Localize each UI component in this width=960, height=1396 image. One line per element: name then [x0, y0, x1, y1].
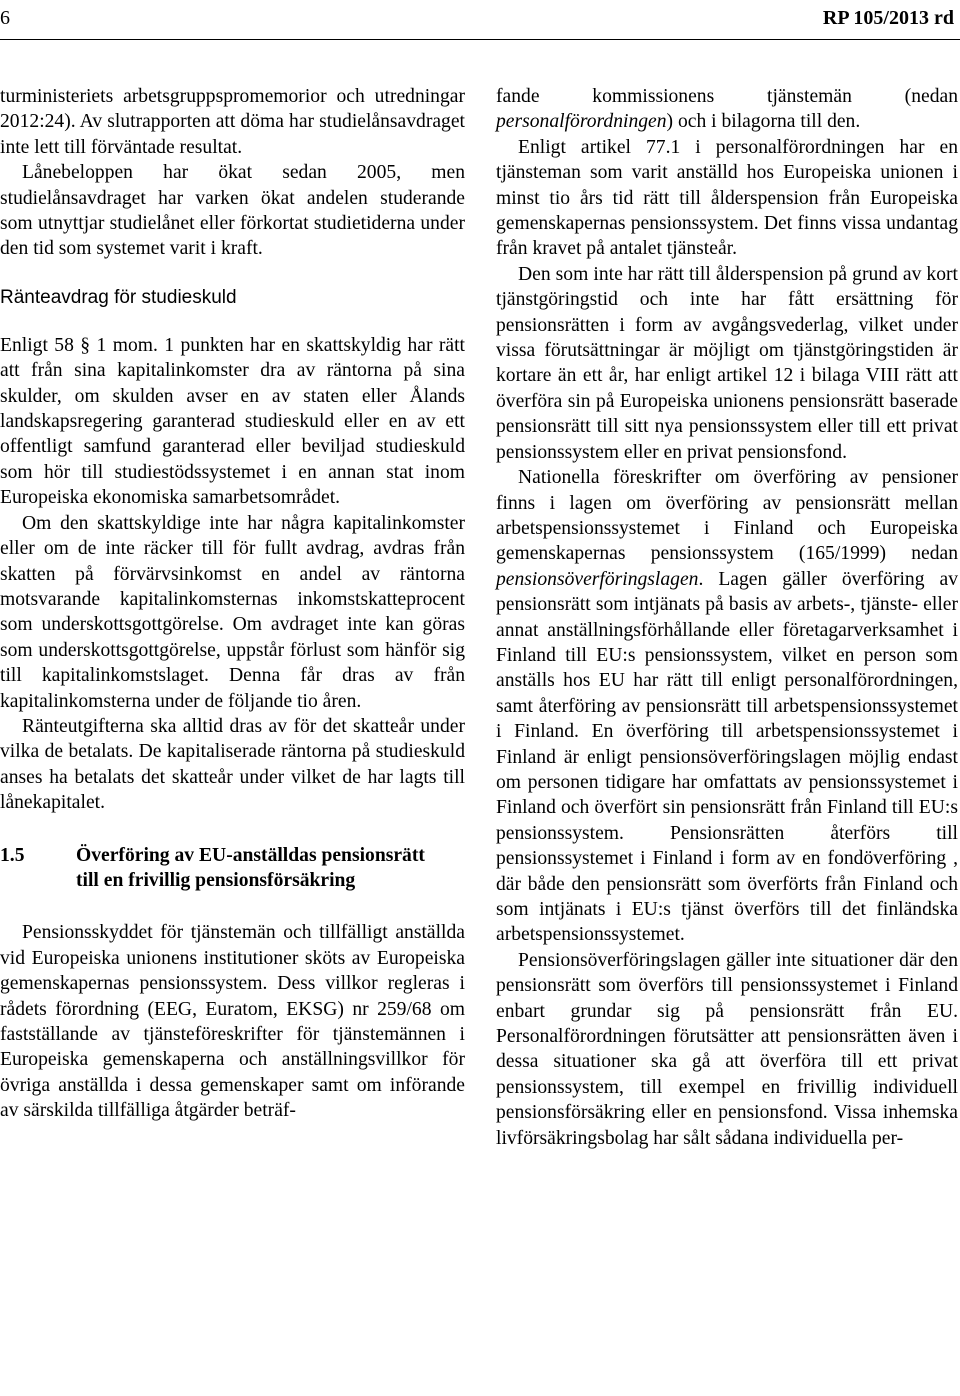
paragraph: [496, 465, 958, 948]
page-number: 6: [0, 7, 10, 29]
paragraph: turministeriets arbetsgruppspromemorior och utredningar 2012:24). Av slutrapporten att döma har studielånsavdraget inte lett till förväntade resultat.: [0, 86, 465, 158]
paragraph: Om den skattskyldige inte har några kapitalinkomster eller om de inte räcker till för fullt avdrag, avdras från skatten på förvärvsinkomst en andel av räntorna motsvarande kapitalinkomsternas inkomstskatteprocent som underskottsgottgörelse. Om avdraget inte kan göras som underskottsgottgörelse, uppstår förlust som hänför sig till kapitalinkomstslaget. Denna får dras av från kapitalinkomsterna under de följande tio åren.: [0, 512, 465, 712]
paragraph: Pensionsöverföringslagen gäller inte situationer där den pensionsrätt som överförs till pensionssystemet i Finland enbart grundar sig på pensionsrätt från EU. Personalförordningen förutsätter att pensionsrätten även i dessa situationer ska gå att överföra till ett privat pensionssystem, till exempel en frivillig individuell pensionsförsäkring eller en pensionsfond. Vissa inhemska livförsäkringsbolag har sålt sådana individuella per-: [496, 949, 958, 1149]
paragraph: [496, 84, 958, 135]
document-id: RP 105/2013 rd: [822, 7, 954, 29]
paragraph: Enligt 58 § 1 mom. 1 punkten har en skattskyldig har rätt att från sina kapitalinkomster dra av räntorna på sina skulder, om skulden avser en av staten eller Ålands landskapsregering garanterad studieskuld eller en av ett offentligt samfund garanterad eller beviljad studieskuld som hör till studiestödssystemet i en annan stat inom Europeiska ekonomiska samarbetsområdet.: [0, 334, 465, 509]
section-heading: [0, 843, 465, 894]
text-run: ) och i bilagorna till den.: [666, 111, 861, 133]
paragraph: Ränteutgifterna ska alltid dras av för det skatteår under vilka de betalats. De kapitaliserade räntorna på studieskuld anses ha betalats det skatteår under vilket de har lagts till lånekapitalet.: [0, 715, 465, 814]
subheading: Ränteavdrag för studieskuld: [0, 286, 237, 308]
paragraph: Den som inte har rätt till ålderspension på grund av kort tjänstgöringstid och inte har fått ersättning för pensionsrätten i form av avgångsvederlag, vilket under vissa förutsättningar är möjligt om tjänstgöringstiden är kortare än ett år, har enligt artikel 12 i bilaga VIII rätt att överföra sin på Europeiska unionens pensionsrätt baserade pensionsrätt till sitt nya pensionssystem eller till ett privat pensionssystem eller en privat pensionsfond.: [496, 263, 958, 463]
paragraph: Lånebeloppen har ökat sedan 2005, men studielånsavdraget har varken ökat andelen studerande som utnyttjar studielånet eller förkortat studietiderna under den tid som systemet varit i kraft.: [0, 162, 465, 260]
text-run: . Lagen gäller överföring av pensionsrätt som intjänats på basis av arbets-, tjänste- eller annat anställningsförhållande eller företagarverksamhet i Finland till EU:s pensionssystem, vilket en person som anställs hos EU har rätt till enligt personalförordningen, samt återföring av pensionsrätt till arbetspensionssystemet i Finland. En överföring till arbetspensionssystemet i Finland är enligt pensionsöverföringslagen möjlig endast om personen tidigare har omfattats av pensionssystemet i Finland och överfört sin pensionsrätt från Finland till EU:s pensionssystem. Pensionsrätten återförs till pensionssystemet i Finland i form av en fondöverföring , där både den pensionsrätt som överförts från Finland och som intjänats i EU:s tjänst överförs till det finländska arbetspensionssystemet.: [496, 568, 958, 946]
right-column: [496, 84, 958, 1151]
page-header: [0, 0, 960, 40]
defined-term: personalförordningen: [496, 111, 667, 133]
paragraph: Pensionsskyddet för tjänstemän och tillfälligt anställda vid Europeiska unionens institutioner sköts av Europeiska gemenskapernas pensionssystem. Dess villkor regleras i rådets förordning (EEG, Euratom, EKSG) nr 259/68 om fastställande av tjänsteföreskrifter för tjänstemännen i Europeiska gemenskaperna och anställningsvillkor för övriga anställda i dessa gemenskaper samt om införande av särskilda tillfälliga åtgärder beträf-: [0, 922, 465, 1122]
text-run: fande kommissionens tjänstemän (nedan: [496, 86, 958, 107]
header-rule: [0, 39, 960, 40]
section-number: 1.5: [0, 844, 25, 866]
left-column: [0, 84, 465, 1124]
section-title: Överföring av EU-anställdas pensionsrätt till en frivillig pensionsförsäkring: [76, 844, 425, 891]
text-run: Nationella föreskrifter om överföring av pensioner finns i lagen om överföring av pensionsrätt mellan arbetspensionssystemet i Finland och Europeiska gemenskapernas pensionssystem (165/1999) nedan: [496, 467, 958, 565]
defined-term: pensionsöverföringslagen: [496, 568, 699, 590]
paragraph: Enligt artikel 77.1 i personalförordningen har en tjänsteman som varit anställd hos Europeiska unionen i minst tio års tid rätt till ålderspension från Europeiska gemenskapernas pensionssystem. Det finns vissa undantag från kravet på antalet tjänsteår.: [496, 136, 958, 260]
